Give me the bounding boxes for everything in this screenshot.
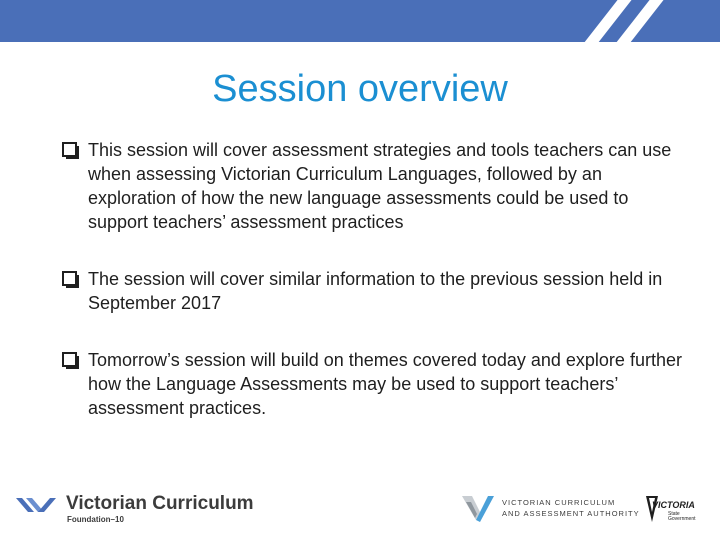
vic-logo-sub-line2: Government: [668, 516, 696, 522]
bullet-text: This session will cover assessment strategies and tools teachers can use when assessing Victorian Curriculum Languages, followed by an exploration of how the new language assessments could be used to support teachers’ assessment practices: [88, 140, 672, 232]
top-banner: [0, 0, 720, 42]
victorian-curriculum-logo: [16, 494, 254, 526]
vcaa-line2: AND ASSESSMENT AUTHORITY: [502, 509, 640, 518]
slide-title: Session overview: [212, 68, 508, 110]
bullet-item: [62, 267, 682, 315]
bullet-item: [62, 138, 682, 234]
checkbox-bullet-icon: [62, 271, 77, 286]
vcaa-line1: VICTORIAN CURRICULUM: [502, 498, 616, 507]
victorian-curriculum-logo-icon: [16, 494, 62, 516]
vc-logo-sub: Foundation–10: [67, 515, 124, 524]
vcaa-logo-icon: [462, 494, 494, 522]
vic-logo-sub: [668, 512, 708, 522]
vic-logo-sub-line1: State: [668, 511, 680, 517]
bullet-text: The session will cover similar information to the previous session held in September 2017: [88, 269, 663, 313]
bullet-list: [62, 138, 682, 453]
checkbox-bullet-icon: [62, 352, 77, 367]
vcaa-logo: [462, 494, 640, 522]
vc-logo-name: Victorian Curriculum: [66, 493, 254, 514]
checkbox-bullet-icon: [62, 142, 77, 157]
bullet-text: Tomorrow’s session will build on themes covered today and explore further how the Language Assessments may be used to support teachers’ assessment practices.: [88, 350, 682, 418]
vic-logo-word: VICTORIA: [652, 500, 695, 510]
victoria-state-government-logo: [644, 492, 710, 526]
bullet-item: [62, 348, 682, 420]
